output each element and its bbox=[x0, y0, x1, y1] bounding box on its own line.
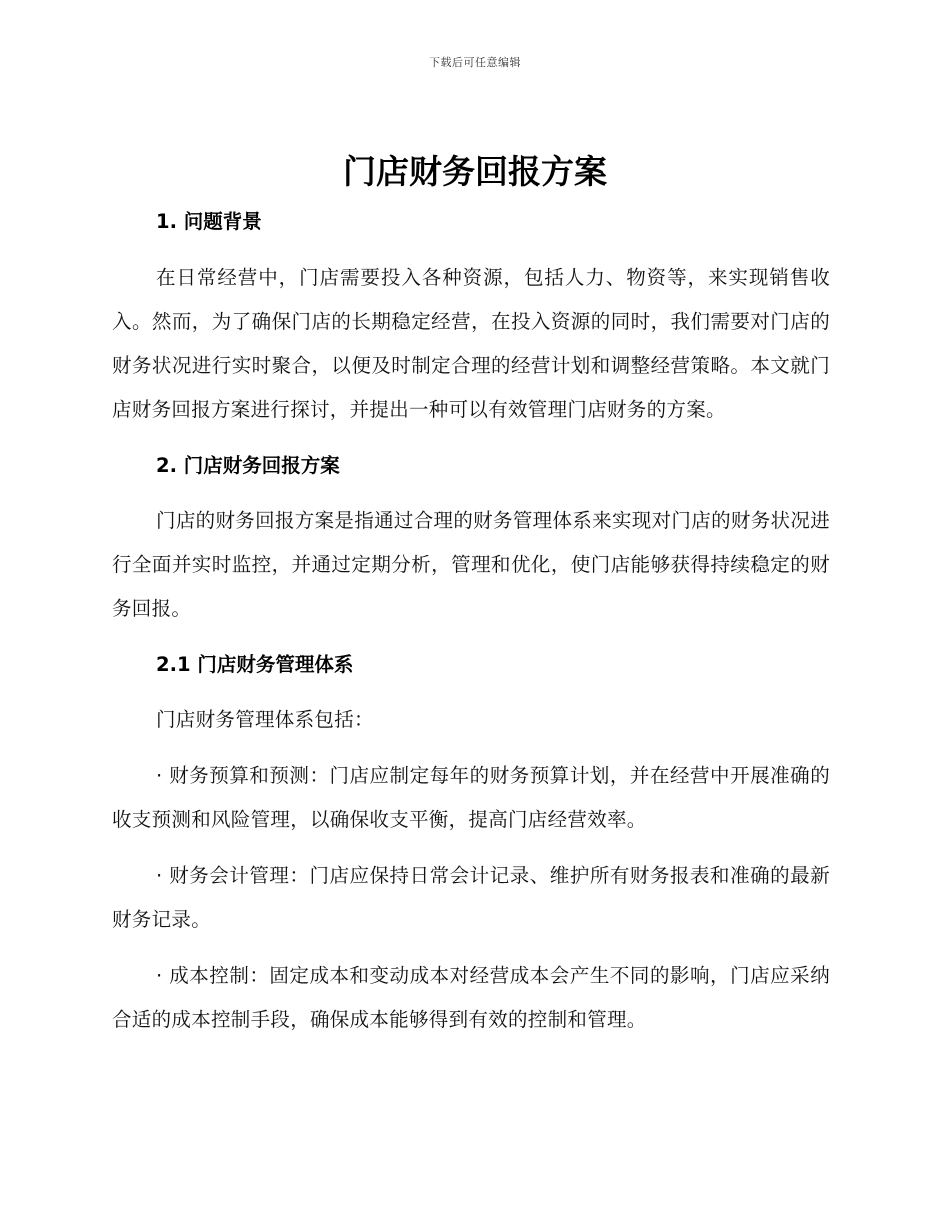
page-header-note: 下载后可任意编辑 bbox=[429, 56, 521, 69]
section-heading-background: 1. 问题背景 bbox=[156, 210, 262, 233]
section-heading-return-plan: 2. 门店财务回报方案 bbox=[156, 454, 340, 477]
list-item-accounting-management: · 财务会计管理：门店应保持日常会计记录、维护所有财务报表和准确的最新财务记录。 bbox=[112, 864, 830, 931]
paragraph-management-intro: 门店财务管理体系包括： bbox=[156, 708, 374, 731]
section-heading-management-system: 2.1 门店财务管理体系 bbox=[156, 653, 354, 676]
list-item-budget-forecast: · 财务预算和预测：门店应制定每年的财务预算计划，并在经营中开展准确的收支预测和风险管理，以确保收支平衡，提高门店经营效率。 bbox=[112, 764, 830, 831]
paragraph-return-plan: 门店的财务回报方案是指通过合理的财务管理体系来实现对门店的财务状况进行全面并实时监控，并通过定期分析，管理和优化，使门店能够获得持续稳定的财务回报。 bbox=[112, 509, 830, 620]
document-body bbox=[112, 201, 830, 1042]
list-item-cost-control: · 成本控制：固定成本和变动成本对经营成本会产生不同的影响，门店应采纳合适的成本控制手段，确保成本能够得到有效的控制和管理。 bbox=[112, 964, 830, 1031]
document-title: 门店财务回报方案 bbox=[343, 152, 607, 191]
paragraph-background: 在日常经营中，门店需要投入各种资源，包括人力、物资等，来实现销售收入。然而，为了确保门店的长期稳定经营，在投入资源的同时，我们需要对门店的财务状况进行实时聚合，以便及时制定合理的经营计划和调整经营策略。本文就门店财务回报方案进行探讨，并提出一种可以有效管理门店财务的方案。 bbox=[112, 266, 830, 421]
